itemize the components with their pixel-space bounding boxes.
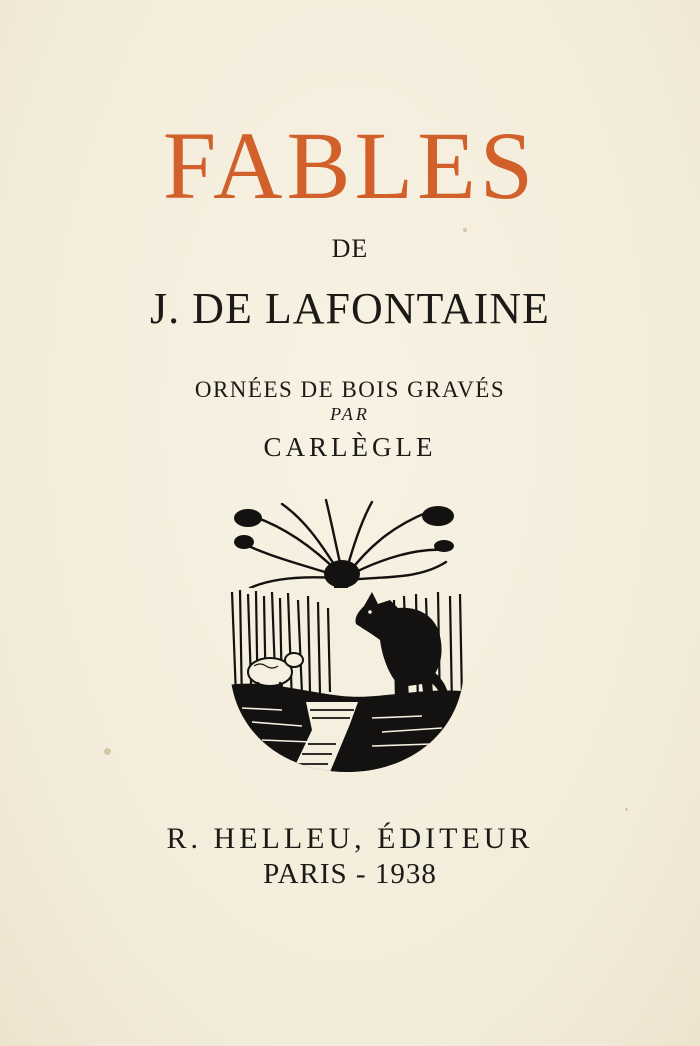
paper-speck: [463, 228, 467, 232]
author-name: J. DE LAFONTAINE: [150, 284, 550, 333]
place-and-year: PARIS - 1938: [263, 858, 437, 890]
paper-speck: [625, 808, 628, 811]
shield-scene: [222, 586, 472, 776]
woodcut-illustration: [222, 496, 472, 776]
illustrator-name: CARLÈGLE: [263, 432, 437, 462]
publisher-name: R. HELLEU, ÉDITEUR: [166, 822, 534, 855]
subtitle-ornees: ORNÉES DE BOIS GRAVÉS: [194, 377, 506, 402]
paper-speck: [104, 748, 111, 755]
preposition-de: DE: [331, 234, 369, 263]
book-title: FABLES: [162, 112, 538, 219]
preposition-par: PAR: [330, 404, 370, 424]
